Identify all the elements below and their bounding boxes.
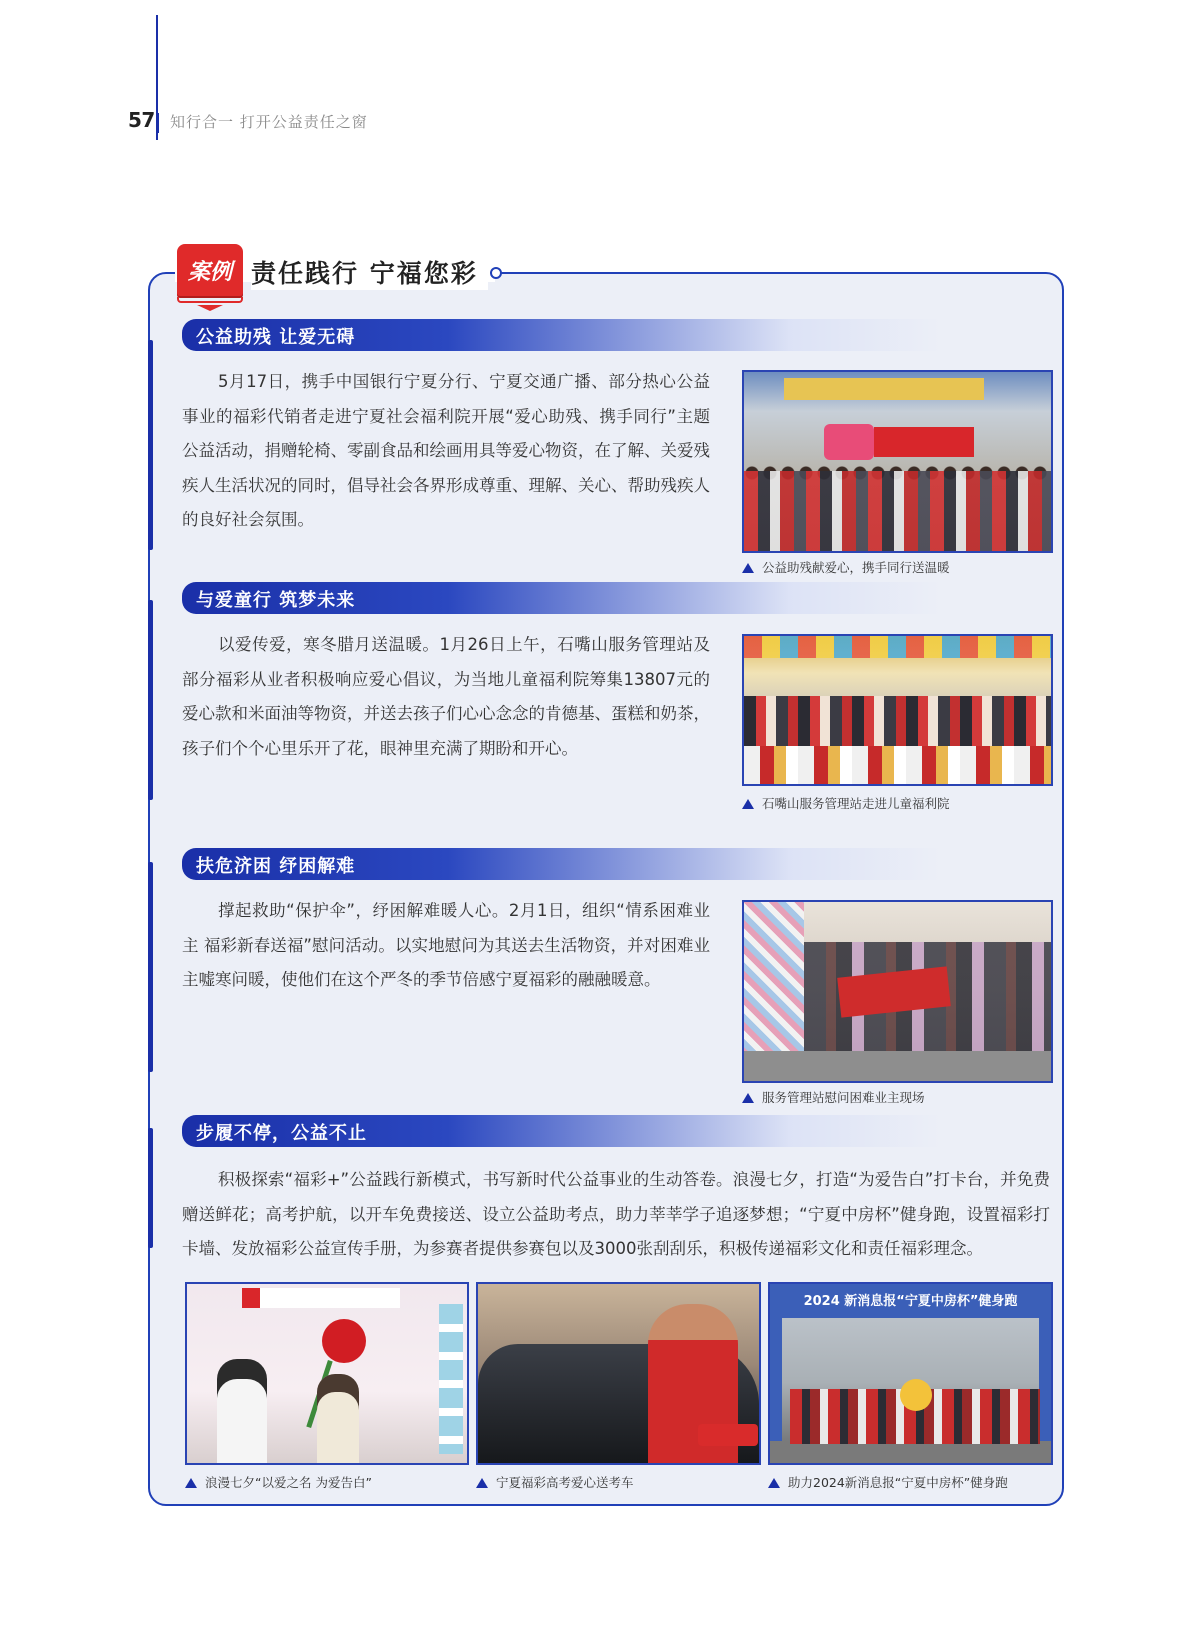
triangle-icon <box>742 563 754 573</box>
section-body-text: 积极探索“福彩+”公益践行新模式，书写新时代公益事业的生动答卷。浪漫七夕，打造“为爱告白”打卡台，并免费赠送鲜花；高考护航，以开车免费接送、设立公益助考点，助力莘莘学子追逐梦想；“宁夏中房杯”健身跑，设置福彩打卡墙、发放福彩公益宣传手册，为参赛者提供参赛包以及3000张刮刮乐，积极传递福彩文化和责任福彩理念。 <box>182 1170 1050 1258</box>
section-heading: 与爱童行 筑梦未来 <box>182 582 942 614</box>
photo-caption: 服务管理站慰问困难业主现场 <box>742 1088 925 1106</box>
case-badge: 案例 <box>177 244 243 296</box>
photo-caption: 公益助残献爱心，携手同行送温暖 <box>742 558 950 576</box>
photo-caption: 浪漫七夕“以爱之名 为爱告白” <box>185 1473 372 1491</box>
photo-caption: 助力2024新消息报“宁夏中房杯”健身跑 <box>768 1473 1008 1491</box>
photo-exam-car <box>476 1282 761 1465</box>
section-heading: 扶危济困 纾困解难 <box>182 848 942 880</box>
photo-fitness-run <box>768 1282 1053 1465</box>
photo-caption: 石嘴山服务管理站走进儿童福利院 <box>742 794 950 812</box>
page-number: 57 <box>128 108 155 132</box>
section-body-text: 5月17日，携手中国银行宁夏分行、宁夏交通广播、部分热心公益事业的福彩代销者走进宁夏社会福利院开展“爱心助残、携手同行”主题公益活动，捐赠轮椅、零副食品和绘画用具等爱心物资，在了解、关爱残疾人生活状况的同时，倡导社会各界形成尊重、理解、关心、帮助残疾人的良好社会氛围。 <box>182 372 710 529</box>
section-heading: 公益助残 让爱无碍 <box>182 319 942 351</box>
triangle-icon <box>476 1478 488 1488</box>
triangle-icon <box>185 1478 197 1488</box>
triangle-icon <box>742 799 754 809</box>
section-body-text: 以爱传爱，寒冬腊月送温暖。1月26日上午，石嘴山服务管理站及部分福彩从业者积极响应爱心倡议，为当地儿童福利院筹集13807元的爱心款和米面油等物资，并送去孩子们心心念念的肯德基、蛋糕和奶茶，孩子们个个心里乐开了花，眼神里充满了期盼和开心。 <box>182 635 710 758</box>
photo-caption: 宁夏福彩高考爱心送考车 <box>476 1473 634 1491</box>
photo-charity-disabled <box>742 370 1053 553</box>
left-accent-bar <box>148 1128 153 1248</box>
arch-banner-text: 2024 新消息报“宁夏中房杯”健身跑 <box>803 1294 1018 1309</box>
photo-qixi-wall <box>185 1282 469 1465</box>
title-dot-icon <box>490 267 502 279</box>
case-title: 责任践行 宁福您彩 <box>251 254 488 290</box>
left-accent-bar <box>148 340 153 550</box>
header-separator <box>158 113 159 133</box>
running-header-title: 知行合一 打开公益责任之窗 <box>170 113 368 131</box>
triangle-icon <box>742 1093 754 1103</box>
left-accent-bar <box>148 600 153 800</box>
left-accent-bar <box>148 862 153 1072</box>
triangle-icon <box>768 1478 780 1488</box>
section-body-text: 撑起救助“保护伞”，纾困解难暖人心。2月1日，组织“情系困难业主 福彩新春送福”慰问活动。以实地慰问为其送去生活物资，并对困难业主嘘寒问暖，使他们在这个严冬的季节倍感宁夏福彩的融融暖意。 <box>182 901 710 989</box>
book-icon <box>177 297 243 303</box>
section-heading: 步履不停，公益不止 <box>182 1115 942 1147</box>
photo-children-welfare <box>742 634 1053 786</box>
photo-hardship-visit <box>742 900 1053 1083</box>
